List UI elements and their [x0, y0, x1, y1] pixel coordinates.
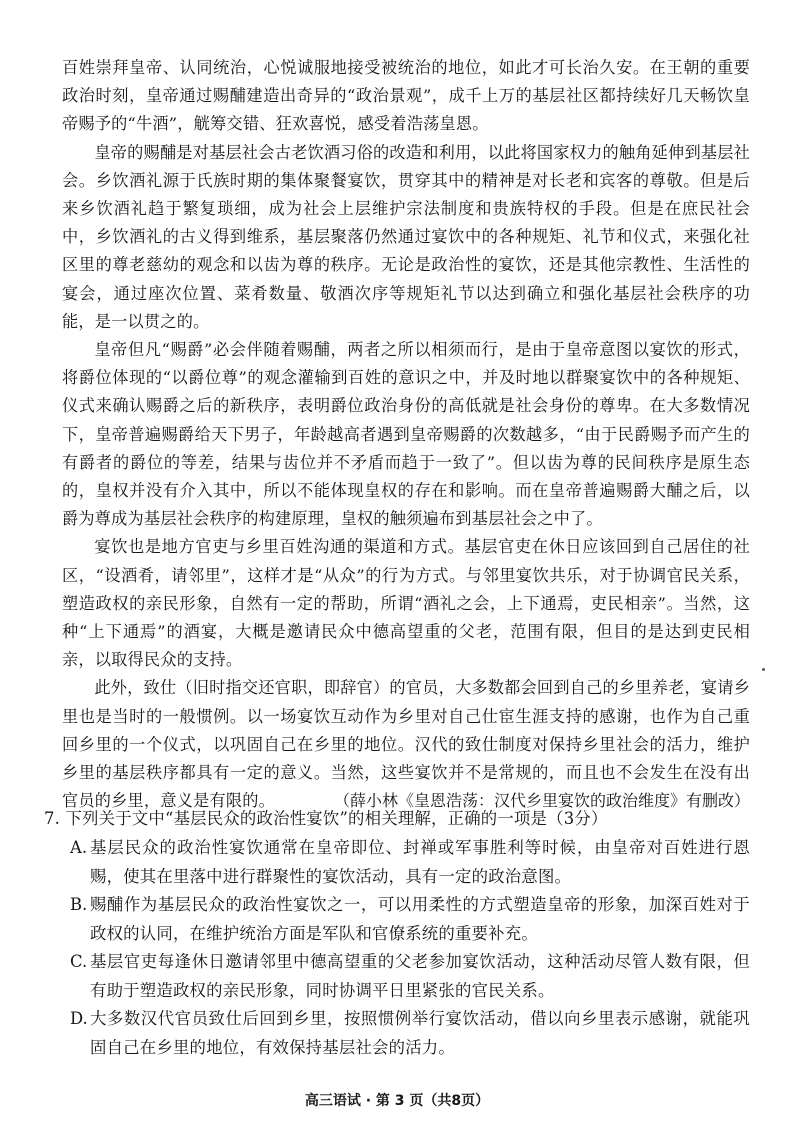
- option-letter: A.: [70, 838, 88, 857]
- option-text: 基层民众的政治性宴饮通常在皇帝即位、封禅或军事胜利等时候，由皇帝对百姓进行恩赐，使其在里落中进行群聚性的宴饮活动，具有一定的政治意图。: [90, 838, 750, 886]
- passage-paragraph-2: 皇帝的赐酺是对基层社会古老饮酒习俗的改造和利用，以此将国家权力的触角延伸到基层社会。乡饮酒礼源于氏族时期的集体聚餐宴饮，贯穿其中的精神是对长老和宾客的尊敬。但是后来乡饮酒礼趋于繁复琐细，成为社会上层维护宗法制度和贵族特权的手段。但是在庶民社会中，乡饮酒礼的古义得到维系，基层聚落仍然通过宴饮中的各种规矩、礼节和仪式，来强化社区里的尊老慈幼的观念和以齿为尊的秩序。无论是政治性的宴饮，还是其他宗教性、生活性的宴会，通过座次位置、菜肴数量、敬酒次序等规矩礼节以达到确立和强化基层社会秩序的功能，是一以贯之的。: [62, 142, 750, 331]
- passage-paragraph-3: 皇帝但凡“赐爵”必会伴随着赐酺，两者之所以相须而行，是由于皇帝意图以宴饮的形式，将爵位体现的“以爵位尊”的观念灌输到百姓的意识之中，并及时地以群聚宴饮中的各种规矩、仪式来确认赐爵之后的新秩序，表明爵位政治身份的高低就是社会身份的尊卑。在大多数情况下，皇帝普遍赐爵给天下男子，年龄越高者遇到皇帝赐爵的次数越多，“由于民爵赐予而产生的有爵者的爵位的等差，结果与齿位并不矛盾而趋于一致了”。但以齿为尊的民间秩序是原生态的，皇权并没有介入其中，所以不能体现皇权的存在和影响。而在皇帝普遍赐爵大酺之后，以爵为尊成为基层社会秩序的构建原理，皇权的触须遍布到基层社会之中了。: [62, 340, 750, 529]
- option-text: 赐酺作为基层民众的政治性宴饮之一，可以用柔性的方式塑造皇帝的形象，加深百姓对于政权的认同，在维护统治方面是军队和官僚系统的重要补充。: [90, 895, 750, 943]
- option-letter: D.: [70, 1009, 88, 1028]
- passage-paragraph-5: 此外，致仕（旧时指交还官职，即辞官）的官员，大多数都会回到自己的乡里养老，宴请乡里也是当时的一般惯例。以一场宴饮互动作为乡里对自己仕宦生涯支持的感谢，也作为自己重回乡里的一个仪式，以巩固自己在乡里的地位。汉代的致仕制度对保持乡里社会的活力，维护乡里的基层秩序都具有一定的意义。当然，这些宴饮并不是常规的，而且也不会发生在没有出官员的乡里，意义是有限的。: [62, 678, 750, 811]
- question-7: [44, 804, 750, 1062]
- option-letter: C.: [70, 952, 88, 971]
- option-c: [44, 948, 750, 1005]
- passage-paragraph-4: 宴饮也是地方官吏与乡里百姓沟通的渠道和方式。基层官吏在休日应该回到自己居住的社区，“设酒肴，请邻里”，这样才是“从众”的行为方式。与邻里宴饮共乐，对于协调官民关系，塑造政权的亲民形象，自然有一定的帮助，所谓“酒礼之会，上下通焉，吏民相亲”。当然，这种“上下通焉”的酒宴，大概是邀请民众中德高望重的父老，范围有限，但目的是达到吏民相亲，以取得民众的支持。: [62, 537, 750, 670]
- option-a: [44, 834, 750, 891]
- option-b: [44, 891, 750, 948]
- option-text: 基层官吏每逢休日邀请邻里中德高望重的父老参加宴饮活动，这种活动尽管人数有限，但有助于塑造政权的亲民形象，同时协调平日里紧张的官民关系。: [90, 952, 750, 1000]
- passage-source-citation: （薛小林《皇恩浩荡：汉代乡里宴饮的政治维度》有删改）: [333, 791, 750, 811]
- page-footer: 高三语试 · 第 3 页（共8页）: [304, 1093, 490, 1109]
- option-text: 大多数汉代官员致仕后回到乡里，按照惯例举行宴饮活动，借以向乡里表示感谢，就能巩固自己在乡里的地位，有效保持基层社会的活力。: [90, 1009, 750, 1057]
- option-letter: B.: [70, 895, 88, 914]
- option-d: [44, 1005, 750, 1062]
- reading-passage: [62, 54, 750, 816]
- passage-paragraph-1: 百姓崇拜皇帝、认同统治，心悦诚服地接受被统治的地位，如此才可长治久安。在王朝的重要政治时刻，皇帝通过赐酺建造出奇异的“政治景观”，成千上万的基层社区都持续好几天畅饮皇帝赐予的“牛酒”，觥筹交错、狂欢喜悦，感受着浩荡皇恩。: [62, 58, 750, 134]
- scan-speck: [762, 668, 765, 671]
- question-stem: 7. 下列关于文中“基层民众的政治性宴饮”的相关理解，正确的一项是（3分）: [44, 809, 608, 828]
